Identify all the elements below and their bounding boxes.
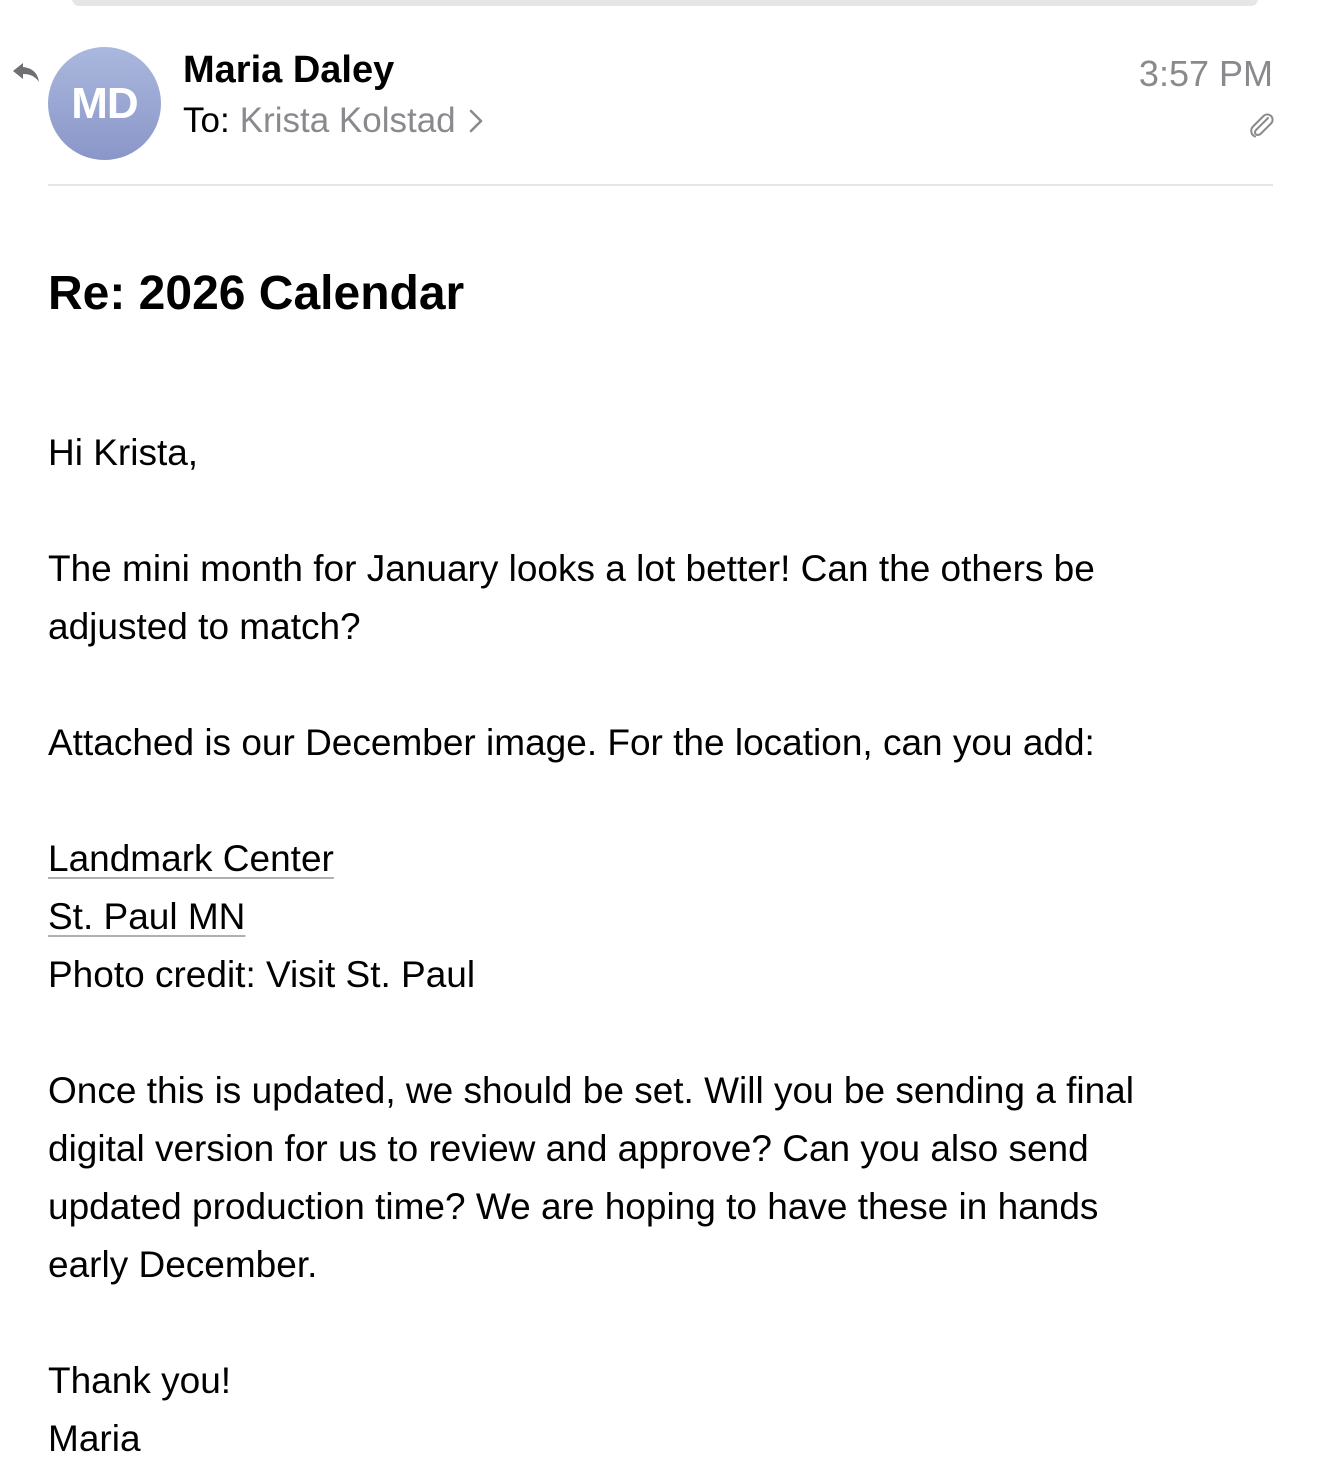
- email-subject: Re: 2026 Calendar: [48, 267, 465, 320]
- greeting: Hi Krista,: [48, 432, 199, 473]
- recipient-name[interactable]: Krista Kolstad: [239, 101, 456, 140]
- location-name-link[interactable]: Landmark Center: [48, 838, 334, 879]
- paragraph-3-line: updated production time? We are hoping to have these in hands: [48, 1186, 1099, 1227]
- recipient-row[interactable]: [183, 101, 484, 141]
- top-handle-bar: [72, 0, 1258, 6]
- paragraph-1: [48, 540, 1288, 656]
- email-body: [48, 424, 1288, 1468]
- greeting-paragraph: [48, 424, 1288, 482]
- header-divider: [48, 184, 1273, 186]
- avatar-initials: MD: [71, 78, 138, 128]
- timestamp: 3:57 PM: [1138, 53, 1273, 94]
- location-block: [48, 830, 1288, 1004]
- paragraph-3-line: early December.: [48, 1244, 318, 1285]
- reply-icon: [10, 56, 42, 88]
- paragraph-1-line: adjusted to match?: [48, 606, 361, 647]
- paragraph-2-line: Attached is our December image. For the location, can you add:: [48, 722, 1095, 763]
- paragraph-3-line: digital version for us to review and approve? Can you also send: [48, 1128, 1089, 1169]
- paragraph-2: [48, 714, 1288, 772]
- paragraph-1-line: The mini month for January looks a lot better! Can the others be: [48, 548, 1095, 589]
- paperclip-icon: [1246, 110, 1276, 140]
- sign-off: [48, 1352, 1288, 1468]
- photo-credit: Photo credit: Visit St. Paul: [48, 954, 476, 995]
- to-label: To:: [183, 101, 230, 140]
- chevron-right-icon: [468, 108, 484, 134]
- location-address-line[interactable]: [48, 830, 1288, 888]
- location-city-link[interactable]: St. Paul MN: [48, 896, 246, 937]
- avatar[interactable]: [48, 47, 161, 160]
- sender-name[interactable]: Maria Daley: [183, 49, 395, 91]
- signature: Maria: [48, 1418, 141, 1459]
- paragraph-3: [48, 1062, 1288, 1294]
- location-address-line[interactable]: [48, 888, 1288, 946]
- paragraph-3-line: Once this is updated, we should be set. Will you be sending a final: [48, 1070, 1134, 1111]
- closing: Thank you!: [48, 1360, 232, 1401]
